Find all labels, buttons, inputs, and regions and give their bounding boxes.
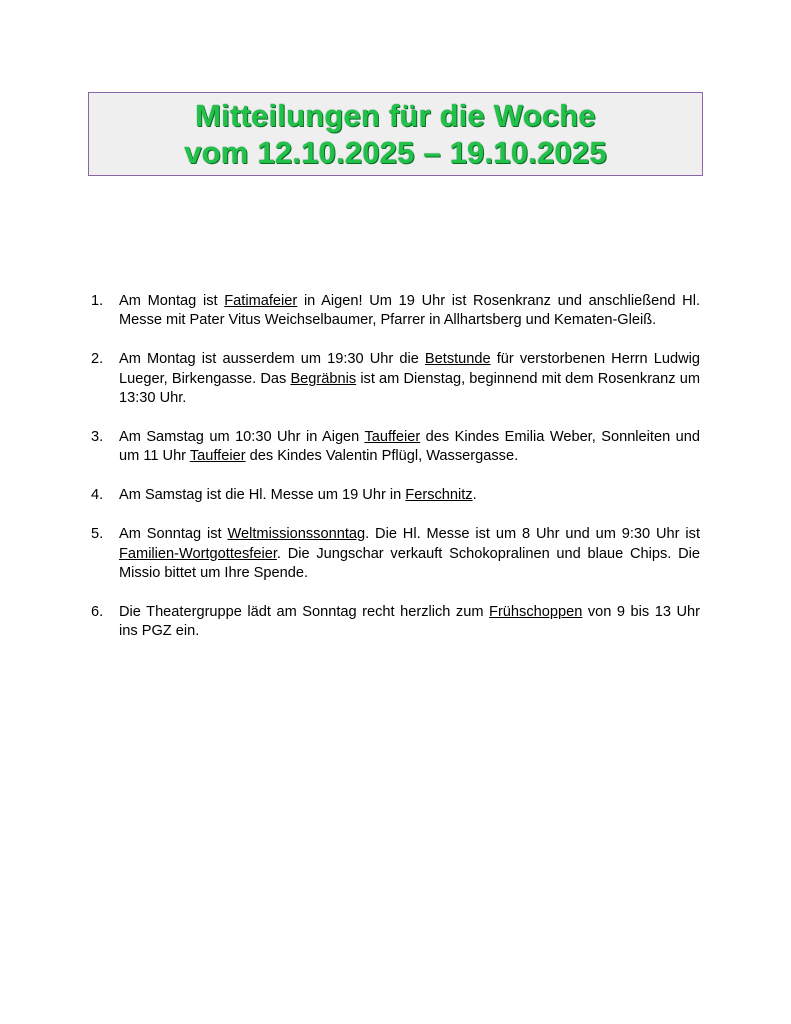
item-text: Die Theatergruppe lädt am Sonntag recht herzlich zum Frühschoppen von 9 bis 13 Uhr ins PGZ ein. [119, 603, 701, 640]
underlined-term: Familien-Wortgottesfeier [119, 545, 277, 562]
announcement-list [88, 292, 700, 661]
underlined-term: Ferschnitz [405, 487, 473, 504]
underlined-term: Tauffeier [364, 429, 421, 446]
list-item [88, 603, 700, 642]
title-line-2: vom 12.10.2025 – 19.10.2025 [184, 135, 607, 170]
item-number: 5. [91, 526, 104, 543]
title-box [88, 92, 703, 176]
underlined-term: Fatimafeier [224, 293, 298, 309]
list-item [88, 428, 700, 467]
item-number: 6. [91, 603, 104, 620]
list-item [88, 486, 700, 505]
underlined-term: Begräbnis [290, 370, 357, 387]
underlined-term: Betstunde [424, 351, 491, 368]
item-text: Am Samstag um 10:30 Uhr in Aigen Tauffeier des Kindes Emilia Weber, Sonnleiten und um 11 Uhr Tauffeier des Kindes Valentin Pflügl, Wassergasse. [119, 429, 700, 465]
list-item [88, 292, 700, 331]
title-line-1: Mitteilungen für die Woche [195, 98, 596, 133]
item-number: 2. [91, 351, 104, 368]
item-number: 3. [91, 429, 104, 446]
list-item [88, 525, 700, 583]
item-text: Am Sonntag ist Weltmissionssonntag. Die Hl. Messe ist um 8 Uhr und um 9:30 Uhr ist Familien-Wortgottesfeier. Die Jungschar verkauft Schokopralinen und blaue Chips. Die Missio bittet um Ihre Spende. [119, 526, 700, 582]
item-number: 4. [91, 487, 104, 504]
underlined-term: Weltmissionssonntag [227, 526, 366, 543]
item-text: Am Montag ist Fatimafeier in Aigen! Um 19 Uhr ist Rosenkranz und anschließend Hl. Messe mit Pater Vitus Weichselbaumer, Pfarrer in Allhartsberg und Kematen-Gleiß. [119, 293, 701, 329]
item-number: 1. [91, 293, 104, 309]
underlined-term: Frühschoppen [489, 603, 583, 620]
underlined-term: Tauffeier [189, 448, 246, 465]
list-item [88, 350, 700, 408]
item-text: Am Montag ist ausserdem um 19:30 Uhr die Betstunde für verstorbenen Herrn Ludwig Lueger, Birkengasse. Das Begräbnis ist am Dienstag, beginnend mit dem Rosenkranz um 13:30 Uhr. [119, 351, 701, 407]
item-text: Am Samstag ist die Hl. Messe um 19 Uhr in Ferschnitz. [119, 487, 477, 504]
